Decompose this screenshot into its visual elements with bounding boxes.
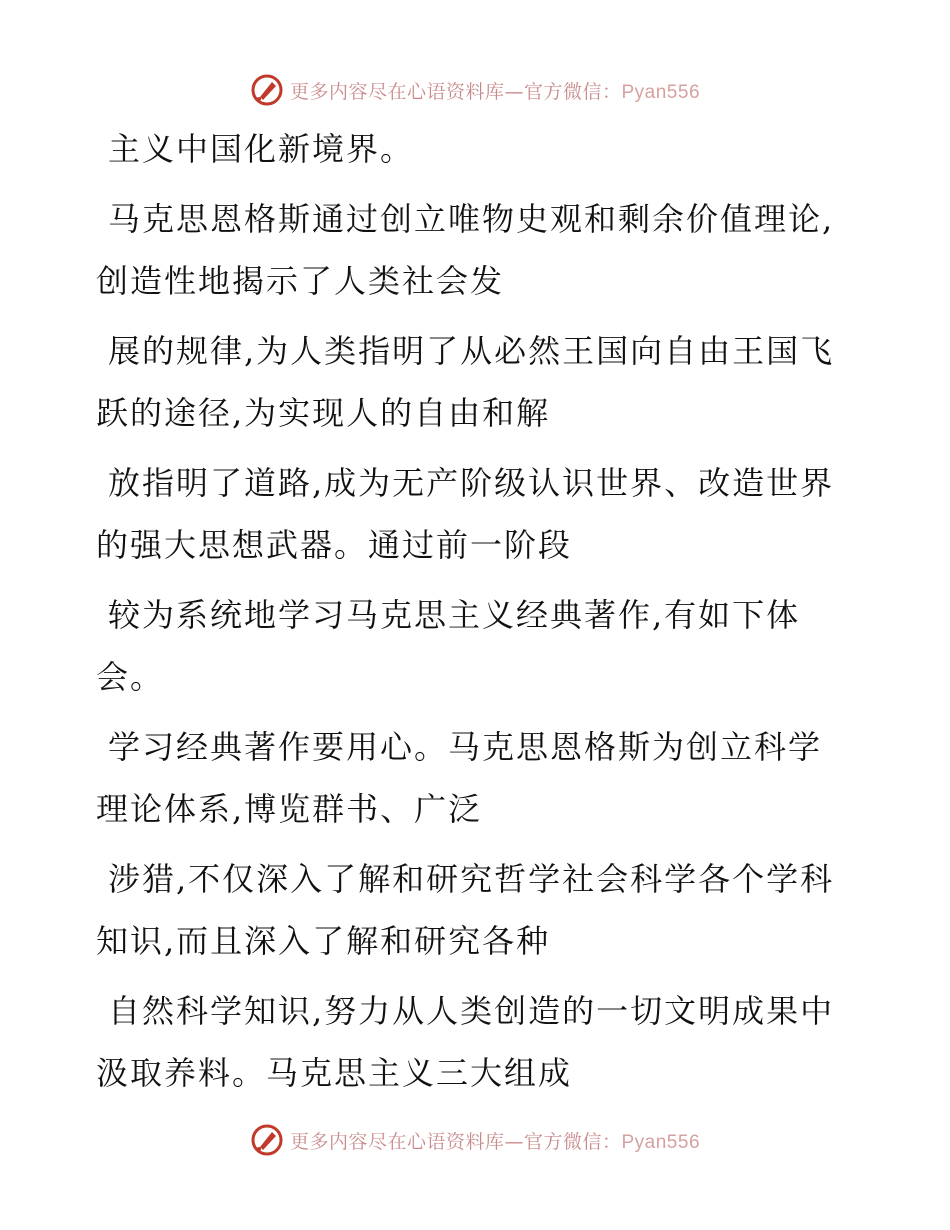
paragraph-line: 展的规律,为人类指明了从必然王国向自由王国飞 [108, 332, 835, 370]
banner-separator: — [504, 80, 524, 103]
footer-banner [0, 1120, 950, 1160]
pen-nib-logo-icon [250, 73, 284, 107]
paragraph-line: 自然科学知识,努力从人类创造的一切文明成果中 [108, 992, 835, 1030]
pen-nib-logo-icon [250, 1123, 284, 1157]
paragraph-line: 的强大思想武器。通过前一阶段 [96, 526, 573, 564]
paragraph [96, 118, 856, 180]
banner-site-name: 更多内容尽在心语资料库 [289, 80, 505, 103]
paragraph-line: 理论体系,博览群书、广泛 [96, 790, 483, 828]
paragraph [96, 320, 856, 444]
banner-official-label: 官方微信： [523, 1130, 622, 1153]
paragraph-line: 涉猎,不仅深入了解和研究哲学社会科学各个学科 [108, 860, 835, 898]
banner-text [290, 1127, 700, 1154]
banner-text [290, 77, 700, 104]
document-body [96, 118, 856, 1112]
paragraph-line: 学习经典著作要用心。马克思恩格斯为创立科学 [108, 728, 823, 766]
banner-wechat-id: Pyan556 [621, 81, 701, 103]
paragraph-line: 创造性地揭示了人类社会发 [96, 262, 505, 300]
paragraph [96, 980, 856, 1104]
banner-separator: — [504, 1130, 524, 1153]
paragraph-line: 会。 [96, 658, 165, 696]
paragraph-line: 汲取养料。马克思主义三大组成 [96, 1054, 573, 1092]
paragraph-line: 放指明了道路,成为无产阶级认识世界、改造世界 [108, 464, 835, 502]
paragraph-line: 主义中国化新境界。 [108, 130, 415, 168]
paragraph-line: 较为系统地学习马克思主义经典著作,有如下体 [108, 596, 801, 634]
paragraph [96, 716, 856, 840]
paragraph [96, 584, 856, 708]
banner-official-label: 官方微信： [523, 80, 622, 103]
paragraph [96, 848, 856, 972]
banner-wechat-id: Pyan556 [621, 1131, 701, 1153]
banner-site-name: 更多内容尽在心语资料库 [289, 1130, 505, 1153]
header-banner [0, 70, 950, 110]
paragraph-line: 马克思恩格斯通过创立唯物史观和剩余价值理论, [108, 200, 835, 238]
paragraph-line: 知识,而且深入了解和研究各种 [96, 922, 551, 960]
paragraph [96, 452, 856, 576]
paragraph [96, 188, 856, 312]
paragraph-line: 跃的途径,为实现人的自由和解 [96, 394, 551, 432]
